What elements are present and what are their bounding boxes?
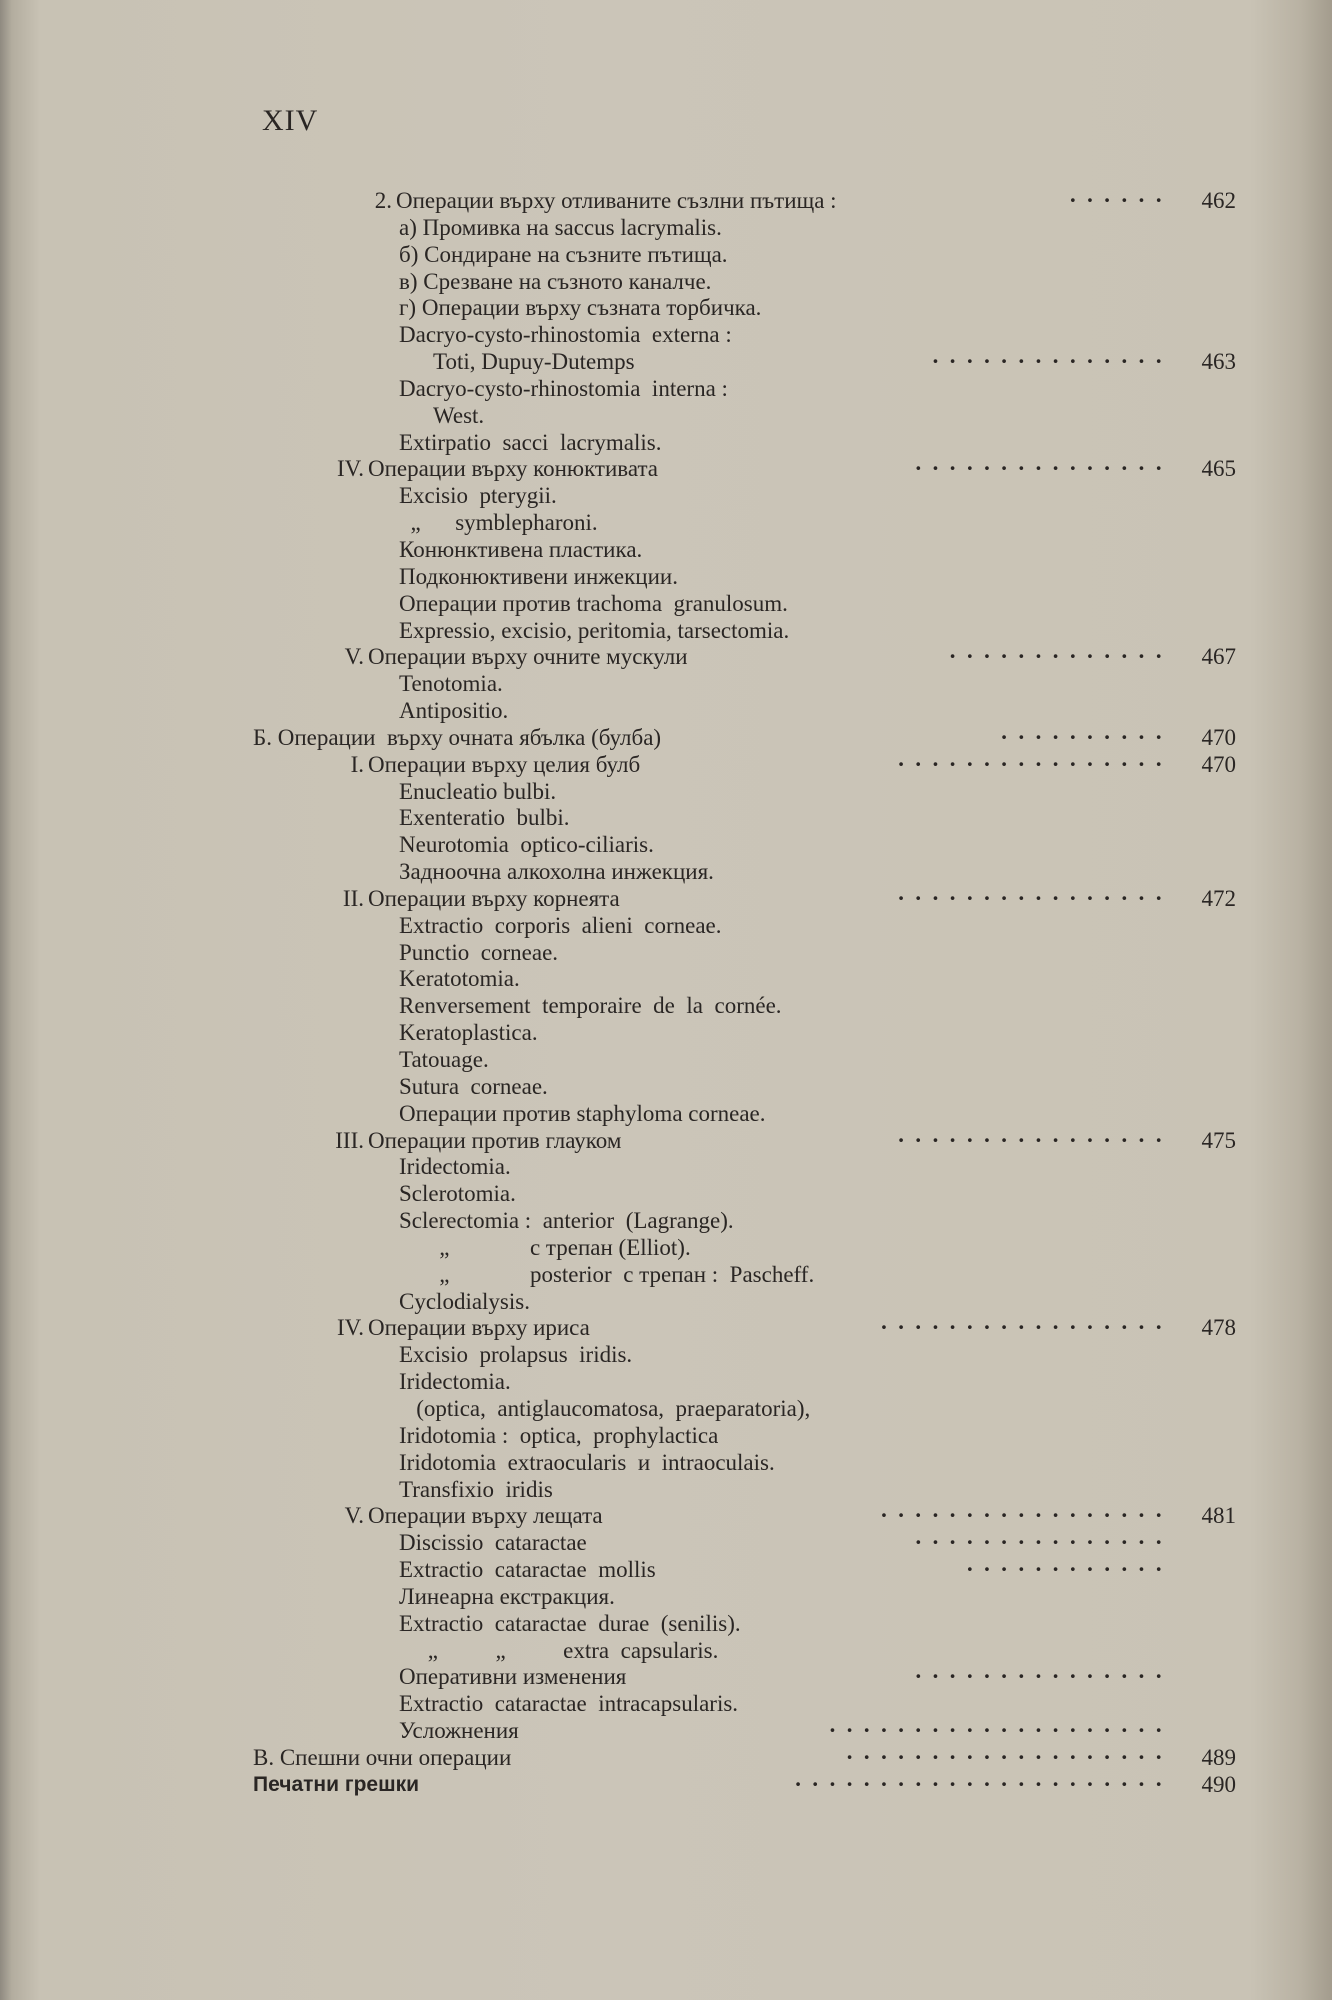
dot-leader: ···················: [845, 1744, 1172, 1770]
entry-numeral: IV.: [336, 1315, 364, 1341]
entry-title: Конюнктивена пластика.: [399, 536, 643, 562]
entry-page-number: 475: [1201, 1127, 1236, 1153]
entry-title: „ с трепан (Elliot).: [399, 1234, 691, 1260]
entry-title: Линеарна екстракция.: [399, 1583, 615, 1609]
entry-title: Б. Операции върху очната ябълка (булба): [253, 724, 662, 750]
toc-entry: [0, 1745, 1332, 1772]
toc-entry: [0, 1557, 1332, 1584]
entry-title: Оперативни изменения: [399, 1664, 627, 1690]
toc-entry: [0, 1289, 1332, 1316]
entry-title: Dacryo-cysto-rhinostomia interna :: [399, 375, 728, 401]
entry-title: Extractio corporis alieni corneae.: [399, 912, 722, 938]
toc-entry: [0, 188, 1332, 215]
toc-entry: [0, 1208, 1332, 1235]
dot-leader: ·············: [948, 644, 1172, 670]
toc-entry: [0, 1262, 1332, 1289]
toc-entry: [0, 403, 1332, 430]
toc-entry: [0, 779, 1332, 806]
toc-entry: [0, 698, 1332, 725]
toc-entry: [0, 1423, 1332, 1450]
toc-entry: [0, 1369, 1332, 1396]
dot-leader: ···············: [914, 1530, 1172, 1556]
toc-entry: [0, 295, 1332, 322]
entry-title: Extractio cataractae durae (senilis).: [399, 1610, 741, 1636]
entry-title: в) Срезване на съзното каналче.: [399, 268, 712, 294]
toc-entry: [0, 1074, 1332, 1101]
entry-title: б) Сондиране на съзните пътища.: [399, 241, 728, 267]
entry-title: Transfixio iridis: [399, 1476, 553, 1502]
dot-leader: ············: [965, 1557, 1172, 1583]
entry-title: Tenotomia.: [399, 671, 503, 697]
toc-entry: [0, 752, 1332, 779]
toc-entry: [0, 805, 1332, 832]
toc-entry: [0, 1584, 1332, 1611]
dot-leader: ···············: [914, 1664, 1172, 1690]
entry-title: Cyclodialysis.: [399, 1288, 530, 1314]
toc-entry: [0, 322, 1332, 349]
toc-entry: [0, 1020, 1332, 1047]
entry-title: Операции против глауком: [368, 1127, 622, 1153]
entry-page-number: 467: [1201, 644, 1236, 670]
entry-title: Excisio prolapsus iridis.: [399, 1342, 633, 1368]
entry-title: г) Операции върху съзната торбичка.: [399, 295, 762, 321]
entry-page-number: 489: [1201, 1744, 1236, 1770]
toc-entry: [0, 1235, 1332, 1262]
entry-title: Tatouage.: [399, 1047, 489, 1072]
toc-entry: [0, 1477, 1332, 1504]
entry-title: Keratotomia.: [399, 966, 520, 992]
toc-entry: [0, 1718, 1332, 1745]
toc-entry: [0, 269, 1332, 296]
entry-title: Iridectomia.: [399, 1154, 511, 1180]
entry-title: Операции против trachoma granulosum.: [399, 590, 788, 616]
entry-page-number: 462: [1201, 188, 1236, 213]
toc-entry: [0, 456, 1332, 483]
entry-title: Enucleatio bulbi.: [399, 778, 557, 804]
entry-title: Excisio pterygii.: [399, 483, 557, 509]
toc-entry: [0, 886, 1332, 913]
entry-title: Expressio, excisio, peritomia, tarsectomia.: [399, 617, 790, 643]
toc-entry: [0, 644, 1332, 671]
toc-entry: [0, 859, 1332, 886]
toc-entry: [0, 940, 1332, 967]
dot-leader: ················: [897, 1127, 1172, 1153]
toc-entry: [0, 725, 1332, 752]
toc-entry: [0, 913, 1332, 940]
toc-entry: [0, 1691, 1332, 1718]
entry-page-number: 478: [1201, 1315, 1236, 1341]
toc-entry: [0, 832, 1332, 859]
dot-leader: ·················: [880, 1315, 1172, 1341]
entry-page-number: 481: [1201, 1503, 1236, 1529]
entry-title: Dacryo-cysto-rhinostomia externa :: [399, 322, 732, 348]
toc-entry: [0, 1181, 1332, 1208]
toc-entry: [0, 349, 1332, 376]
entry-title: Задноочна алкохолна инжекция.: [399, 859, 714, 885]
entry-title: Подконюктивени инжекции.: [399, 563, 678, 589]
entry-title: Операции върху отливаните съзлни пътища :: [396, 188, 837, 213]
toc-entry: [0, 1772, 1332, 1799]
dot-leader: ················: [897, 751, 1172, 777]
toc-entry: [0, 966, 1332, 993]
toc-entry: [0, 1154, 1332, 1181]
toc-entry: [0, 537, 1332, 564]
entry-title: Iridotomia extraocularis и intraoculais.: [399, 1449, 775, 1475]
entry-title: Punctio corneae.: [399, 939, 559, 965]
toc-entry: [0, 483, 1332, 510]
entry-title: Antipositio.: [399, 698, 509, 724]
toc-entry: [0, 1342, 1332, 1369]
dot-leader: ···············: [914, 456, 1172, 482]
entry-page-number: 470: [1201, 751, 1236, 777]
table-of-contents: [0, 188, 1332, 1799]
entry-title: Операции върху лещата: [368, 1503, 603, 1529]
entry-title: West.: [433, 402, 485, 428]
entry-title: „ posterior с трепан : Pascheff.: [399, 1261, 815, 1287]
toc-entry: [0, 1611, 1332, 1638]
toc-entry: [0, 1128, 1332, 1155]
entry-title: В. Спешни очни операции: [253, 1744, 512, 1770]
entry-title: Операции върху корнеята: [368, 885, 620, 911]
toc-entry: [0, 1503, 1332, 1530]
toc-entry: [0, 591, 1332, 618]
entry-title: Операции върху целия булб: [368, 751, 641, 777]
entry-numeral: V.: [344, 1503, 364, 1529]
toc-entry: [0, 618, 1332, 645]
dot-leader: ·················: [880, 1503, 1172, 1529]
toc-entry: [0, 1530, 1332, 1557]
entry-title: Extractio cataractae intracapsularis.: [399, 1691, 739, 1717]
dot-leader: ······················: [794, 1771, 1172, 1797]
entry-title: Iridotomia : optica, prophylactica: [399, 1422, 719, 1448]
toc-entry: [0, 1315, 1332, 1342]
toc-entry: [0, 242, 1332, 269]
entry-page-number: 463: [1201, 349, 1236, 375]
entry-title: Exenteratio bulbi.: [399, 805, 570, 831]
entry-title: Операции против staphyloma corneae.: [399, 1100, 766, 1126]
entry-numeral: V.: [344, 644, 364, 670]
page-number: XIV: [262, 104, 319, 137]
entry-title: Keratoplastica.: [399, 1020, 538, 1046]
entry-title: Discissio cataractae: [399, 1530, 587, 1556]
toc-entry: [0, 1638, 1332, 1665]
toc-entry: [0, 1396, 1332, 1423]
entry-title: Neurotomia optico-ciliaris.: [399, 832, 654, 858]
entry-page-number: 490: [1201, 1771, 1236, 1797]
entry-title: Extractio cataractae mollis: [399, 1557, 656, 1583]
entry-title: Iridectomia.: [399, 1369, 511, 1395]
dot-leader: ······: [1068, 188, 1172, 213]
entry-title: Усложнения: [399, 1718, 519, 1744]
entry-title: „ symblepharoni.: [399, 510, 598, 536]
dot-leader: ····················: [828, 1718, 1172, 1744]
toc-entry: [0, 1047, 1332, 1074]
entry-title: Операции върху ириса: [368, 1315, 590, 1341]
toc-entry: [0, 993, 1332, 1020]
entry-title: Печатни грешки: [253, 1772, 420, 1796]
toc-entry: [0, 671, 1332, 698]
entry-title: Sclerectomia : anterior (Lagrange).: [399, 1208, 734, 1234]
toc-entry: [0, 1664, 1332, 1691]
entry-title: Sclerotomia.: [399, 1181, 516, 1207]
entry-numeral: III.: [335, 1127, 364, 1153]
entry-title: Операции върху очните мускули: [368, 644, 688, 670]
toc-entry: [0, 510, 1332, 537]
toc-entry: [0, 215, 1332, 242]
toc-entry: [0, 430, 1332, 457]
entry-page-number: 472: [1201, 885, 1236, 911]
toc-entry: [0, 376, 1332, 403]
dot-leader: ··········: [1000, 724, 1172, 750]
entry-numeral: 2.: [374, 188, 392, 213]
entry-numeral: IV.: [336, 456, 364, 482]
entry-page-number: 470: [1201, 724, 1236, 750]
entry-title: Renversement temporaire de la cornée.: [399, 993, 782, 1019]
entry-title: (optica, antiglaucomatosa, praeparatoria),: [399, 1395, 811, 1421]
dot-leader: ················: [897, 885, 1172, 911]
entry-numeral: II.: [342, 885, 364, 911]
toc-entry: [0, 1450, 1332, 1477]
entry-page-number: 465: [1201, 456, 1236, 482]
entry-title: Extirpatio sacci lacrymalis.: [399, 429, 662, 455]
entry-title: Операции върху конюктивата: [368, 456, 659, 482]
entry-title: „ „ extra capsularis.: [399, 1637, 719, 1663]
dot-leader: ··············: [931, 349, 1172, 375]
entry-title: а) Промивка на saccus lacrymalis.: [399, 214, 722, 240]
entry-numeral: I.: [350, 751, 364, 777]
toc-entry: [0, 1101, 1332, 1128]
toc-entry: [0, 564, 1332, 591]
entry-title: Sutura corneae.: [399, 1073, 548, 1099]
entry-title: Toti, Dupuy-Dutemps: [433, 349, 635, 375]
